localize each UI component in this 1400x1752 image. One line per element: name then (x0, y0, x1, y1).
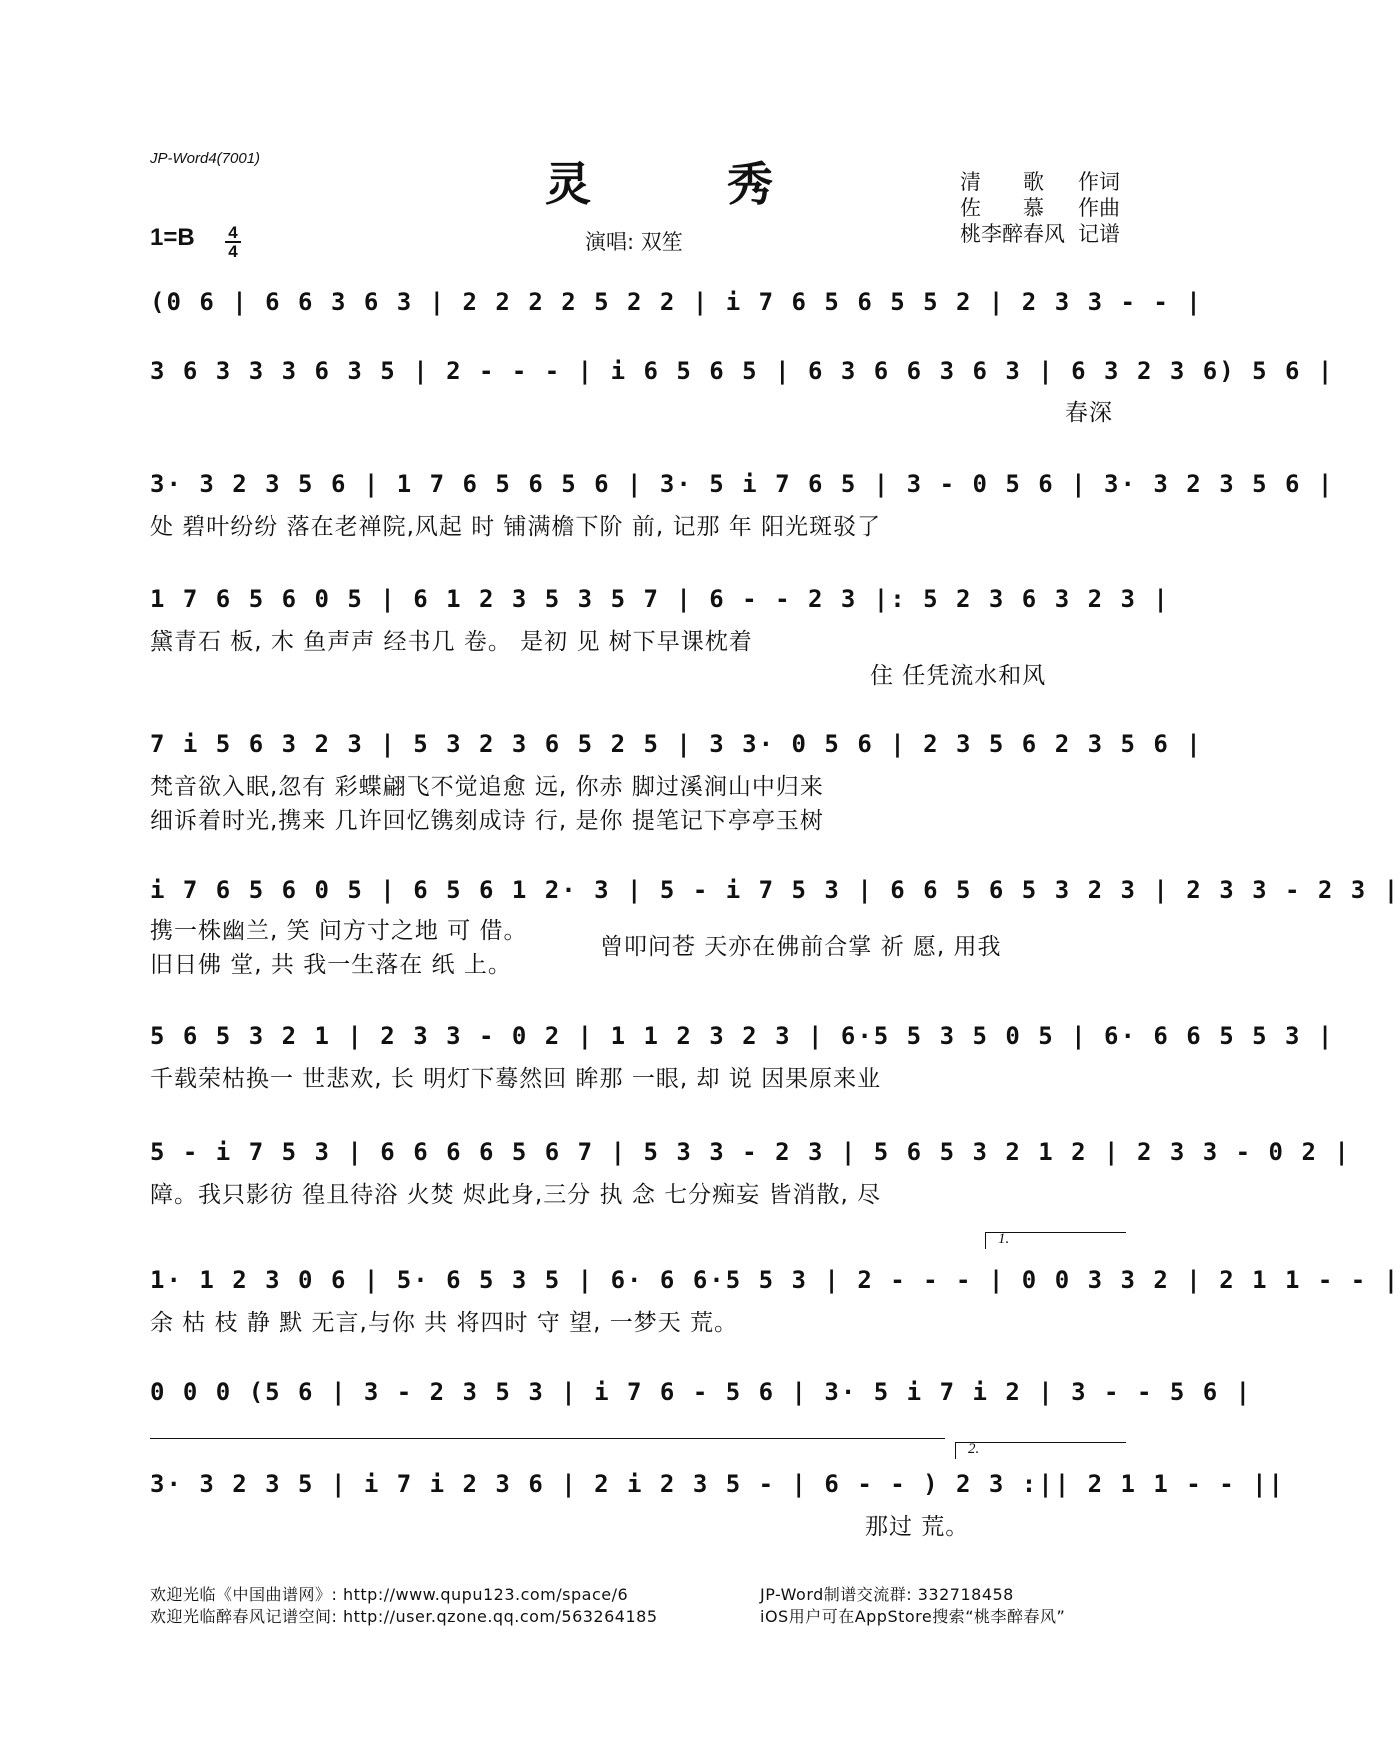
score-line-5: 7 i 5 6 3 2 3 | 5 3 2 3 6 5 2 5 | 3 3· 0 5 6 | 2 3 5 6 2 3 5 6 | (150, 730, 1203, 758)
volta-second-ending (955, 1442, 1126, 1459)
score-line-2: 3 6 3 3 3 6 3 5 | 2 - - - | i 6 5 6 5 | 6 3 6 6 3 6 3 | 6 3 2 3 6) 5 6 | (150, 357, 1335, 385)
credit-role: 作曲 (1078, 196, 1120, 220)
footer-site-link[interactable]: 欢迎光临《中国曲谱网》: http://www.qupu123.com/space/6 (150, 1585, 629, 1604)
key-signature: 1=B (150, 224, 195, 251)
time-signature (224, 224, 242, 260)
lyric-line-5b: 细诉着时光,携来 几许回忆镌刻成诗 行, 是你 提笔记下亭亭玉树 (150, 808, 824, 834)
footer-qzone-link[interactable]: 欢迎光临醉春风记谱空间: http://user.qzone.qq.com/563264185 (150, 1607, 658, 1626)
meter-top: 4 (228, 223, 238, 242)
lyric-line-8: 障。我只影彷 徨且待浴 火焚 烬此身,三分 执 念 七分痴妄 皆消散, 尽 (150, 1182, 882, 1208)
credit-role: 记谱 (1078, 222, 1120, 246)
score-line-8: 5 - i 7 5 3 | 6 6 6 6 5 6 7 | 5 3 3 - 2 3 | 5 6 5 3 2 1 2 | 2 3 3 - 0 2 | (150, 1138, 1351, 1166)
footer-qq-group: JP-Word制谱交流群: 332718458 (760, 1585, 1014, 1604)
credit-role: 作词 (1078, 170, 1120, 194)
source-label: JP-Word4(7001) (150, 150, 261, 167)
score-line-10: 0 0 0 (5 6 | 3 - 2 3 5 3 | i 7 6 - 5 6 | 3· 5 i 7 i 2 | 3 - - 5 6 | (150, 1378, 1253, 1406)
score-line-4: 1 7 6 5 6 0 5 | 6 1 2 3 5 3 5 7 | 6 - - 2 3 |: 5 2 3 6 3 2 3 | (150, 585, 1170, 613)
volta-label: 1. (998, 1231, 1010, 1247)
volta-label: 2. (968, 1441, 980, 1457)
lyric-line-11: 那过 荒。 (865, 1514, 970, 1540)
score-line-11: 3· 3 2 3 5 | i 7 i 2 3 6 | 2 i 2 3 5 - | 6 - - ) 2 3 :|| 2 1 1 - - || (150, 1470, 1285, 1498)
singer-label: 演唱: 双笙 (585, 230, 683, 254)
score-line-9: 1· 1 2 3 0 6 | 5· 6 5 3 5 | 6· 6 6·5 5 3 | 2 - - - | 0 0 3 3 2 | 2 1 1 - - | (150, 1266, 1400, 1294)
credit-name: 佐 慕 (960, 196, 1044, 220)
song-title: 灵 秀 (545, 157, 834, 211)
lyric-line-4b: 住 任凭流水和风 (870, 663, 1047, 689)
lyric-line-2: 春深 (1065, 400, 1113, 426)
lyric-line-6b: 旧日佛 堂, 共 我一生落在 纸 上。 (150, 952, 512, 978)
lyric-line-4a: 黛青石 板, 木 鱼声声 经书几 卷。 是初 见 树下早课枕着 (150, 629, 753, 655)
phrase-slur-line (150, 1438, 945, 1439)
lyric-line-6-interlude: 曾叩问苍 天亦在佛前合掌 祈 愿, 用我 (600, 934, 1002, 960)
credit-name: 清 歌 (960, 170, 1044, 194)
score-line-7: 5 6 5 3 2 1 | 2 3 3 - 0 2 | 1 1 2 3 2 3 | 6·5 5 3 5 0 5 | 6· 6 6 5 5 3 | (150, 1022, 1335, 1050)
credit-name: 桃李醉春风 (960, 222, 1065, 246)
footer-appstore-note: iOS用户可在AppStore搜索“桃李醉春风” (760, 1607, 1066, 1626)
meter-bottom: 4 (228, 242, 238, 261)
credit-transcriber (960, 218, 1120, 248)
volta-first-ending (985, 1232, 1126, 1249)
lyric-line-7: 千载荣枯换一 世悲欢, 长 明灯下蓦然回 眸那 一眼, 却 说 因果原来业 (150, 1066, 882, 1092)
score-line-3: 3· 3 2 3 5 6 | 1 7 6 5 6 5 6 | 3· 5 i 7 6 5 | 3 - 0 5 6 | 3· 3 2 3 5 6 | (150, 470, 1335, 498)
lyric-line-9: 余 枯 枝 静 默 无言,与你 共 将四时 守 望, 一梦天 荒。 (150, 1310, 739, 1336)
lyric-line-6a: 携一株幽兰, 笑 问方寸之地 可 借。 (150, 918, 528, 944)
score-line-1: (0 6 | 6 6 3 6 3 | 2 2 2 2 5 2 2 | i 7 6 5 6 5 5 2 | 2 3 3 - - | (150, 288, 1203, 316)
score-line-6: i 7 6 5 6 0 5 | 6 5 6 1 2· 3 | 5 - i 7 5 3 | 6 6 5 6 5 3 2 3 | 2 3 3 - 2 3 | (150, 876, 1400, 904)
lyric-line-5a: 梵音欲入眠,忽有 彩蝶翩飞不觉追愈 远, 你赤 脚过溪涧山中归来 (150, 774, 824, 800)
lyric-line-3: 处 碧叶纷纷 落在老禅院,风起 时 铺满檐下阶 前, 记那 年 阳光斑驳了 (150, 514, 882, 540)
